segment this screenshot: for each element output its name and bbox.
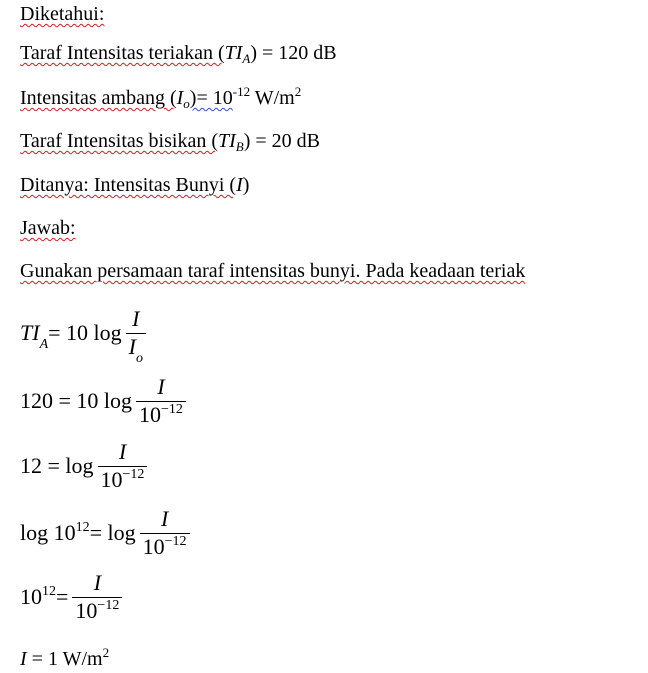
equation-4: $\log 10^{12}$ = log $\frac{I}{10^{-12}}$ bbox=[20, 506, 190, 560]
result-line: I = 1 $W/m^2$ bbox=[20, 645, 110, 670]
given-loud-level: Taraf Intensitas teriakan $(TI_A) = 120$ dB bbox=[20, 42, 337, 66]
equation-3: 12 = log $\frac{I}{10^{-12}}$ bbox=[20, 439, 147, 493]
answer-intro: Gunakan persamaan taraf intensitas bunyi. Pada keadaan teriak bbox=[20, 260, 526, 282]
equation-5: $10^{12}$ = $\frac{I}{10^{-12}}$ bbox=[20, 570, 122, 624]
equation-2: 120 = 10 log $\frac{I}{10^{-12}}$ bbox=[20, 374, 186, 428]
heading-jawab: Jawab: bbox=[20, 217, 76, 239]
equation-1: $TI_A$ = 10 log $\frac{I}{I_o}$ bbox=[20, 306, 146, 360]
fraction: $\frac{I}{10^{-12}}$ bbox=[136, 374, 186, 428]
given-threshold-intensity: Intensitas ambang $(I_o)= 10^{-12}$ $W/m^2$ bbox=[20, 84, 302, 111]
fraction: $\frac{I}{10^{-12}}$ bbox=[72, 570, 122, 624]
fraction: $\frac{I}{10^{-12}}$ bbox=[140, 506, 190, 560]
given-whisper-level: Taraf Intensitas bisikan $(TI_B) = 20$ dB bbox=[20, 130, 321, 154]
fraction: $\frac{I}{I_o}$ bbox=[126, 306, 146, 360]
asked-line: Ditanya: Intensitas Bunyi (I) bbox=[20, 174, 250, 196]
fraction: $\frac{I}{10^{-12}}$ bbox=[98, 439, 148, 493]
heading-diketahui: Diketahui: bbox=[20, 3, 105, 25]
